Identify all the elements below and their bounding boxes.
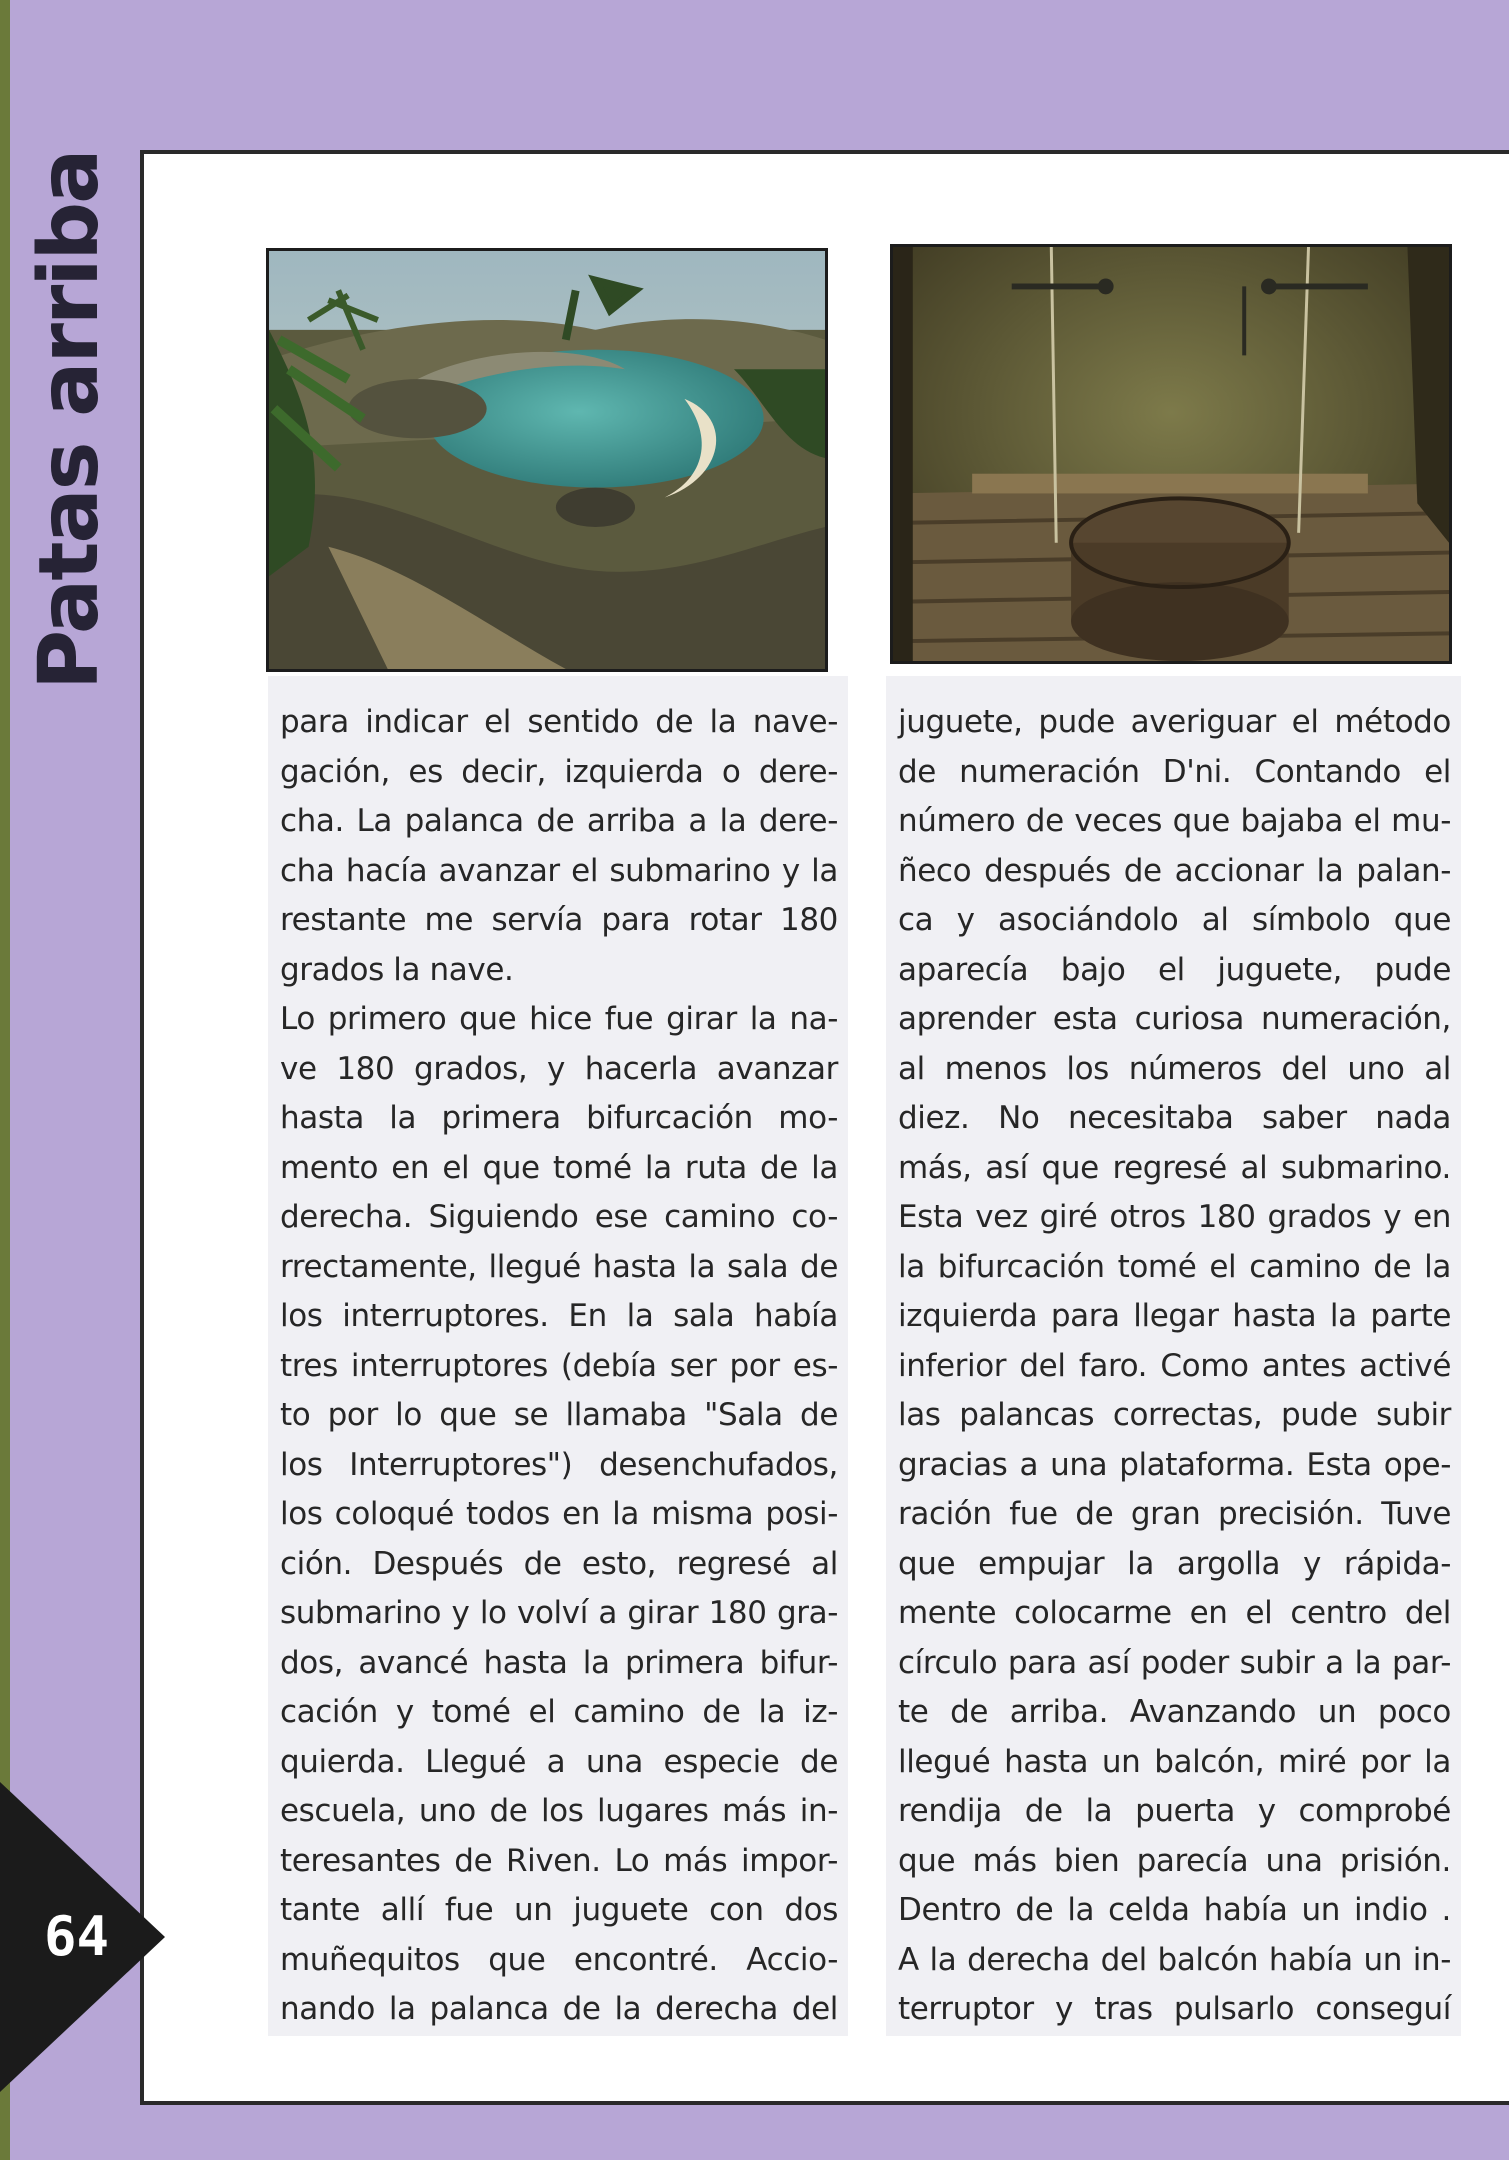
text-line: ñeco después de accionar la palan-: [898, 852, 1451, 889]
text-line: ración fue de gran precisión. Tuve: [898, 1496, 1451, 1532]
text-line: teresantes de Riven. Lo más impor-: [280, 1842, 838, 1879]
text-line: más, así que regresé al submarino.: [898, 1149, 1451, 1186]
text-line: ca y asociándolo al símbolo que: [898, 902, 1451, 938]
text-line: la bifurcación tomé el camino de la: [898, 1248, 1451, 1285]
text-line: que más bien parecía una prisión.: [898, 1842, 1451, 1879]
text-column-right: [886, 676, 1461, 2036]
text-line: te de arriba. Avanzando un poco: [898, 1694, 1451, 1730]
text-line: tante allí fue un juguete con dos: [280, 1892, 838, 1928]
text-line: rrectamente, llegué hasta la sala de: [280, 1248, 838, 1285]
text-line: los Interruptores") desenchufados,: [280, 1446, 838, 1483]
text-line: rendija de la puerta y comprobé: [898, 1793, 1451, 1829]
section-title: Patas arriba: [22, 150, 117, 690]
wooden-room-image: [890, 244, 1452, 664]
text-line: número de veces que bajaba el mu-: [898, 803, 1451, 839]
text-line: aprender esta curiosa numeración,: [898, 1001, 1451, 1037]
text-line: las palancas correctas, pude subir: [898, 1397, 1451, 1433]
text-line: círculo para así poder subir a la par-: [898, 1644, 1451, 1681]
island-lagoon-image: [266, 248, 828, 672]
text-line: juguete, pude averiguar el método: [898, 704, 1451, 740]
text-line: restante me servía para rotar 180: [280, 902, 838, 938]
text-line: mento en el que tomé la ruta de la: [280, 1149, 838, 1186]
text-line: nando la palanca de la derecha del: [280, 1991, 838, 2027]
text-line: submarino y lo volví a girar 180 gra-: [280, 1595, 838, 1631]
text-line: cha hacía avanzar el submarino y la: [280, 852, 838, 889]
text-line: al menos los números del uno al: [898, 1050, 1451, 1087]
text-line: derecha. Siguiendo ese camino co-: [280, 1199, 838, 1235]
text-line: ción. Después de esto, regresé al: [280, 1545, 838, 1582]
text-line: diez. No necesitaba saber nada: [898, 1100, 1451, 1136]
text-line: A la derecha del balcón había un in-: [898, 1941, 1451, 1978]
text-line: mente colocarme en el centro del: [898, 1595, 1451, 1631]
text-line: Dentro de la celda había un indio .: [898, 1892, 1451, 1928]
text-line: Lo primero que hice fue girar la na-: [280, 1001, 838, 1037]
text-line: llegué hasta un balcón, miré por la: [898, 1743, 1451, 1780]
text-line: ve 180 grados, y hacerla avanzar: [280, 1050, 838, 1087]
text-line: quierda. Llegué a una especie de: [280, 1743, 838, 1780]
text-line: to por lo que se llamaba "Sala de: [280, 1397, 838, 1433]
text-line: aparecía bajo el juguete, pude: [898, 951, 1451, 988]
page-number: 64: [44, 1905, 110, 1968]
text-line: hasta la primera bifurcación mo-: [280, 1100, 838, 1136]
text-line: grados la nave.: [280, 951, 514, 988]
text-line: los coloqué todos en la misma posi-: [280, 1496, 838, 1532]
text-line: gación, es decir, izquierda o dere-: [280, 753, 838, 790]
text-column-left: [268, 676, 848, 2036]
text-line: de numeración D'ni. Contando el: [898, 753, 1451, 790]
text-line: izquierda para llegar hasta la parte: [898, 1298, 1451, 1334]
text-line: los interruptores. En la sala había: [280, 1298, 838, 1334]
text-line: gracias a una plataforma. Esta ope-: [898, 1446, 1451, 1483]
text-line: muñequitos que encontré. Accio-: [280, 1941, 838, 1978]
text-line: que empujar la argolla y rápida-: [898, 1545, 1451, 1582]
text-line: dos, avancé hasta la primera bifur-: [280, 1644, 838, 1681]
text-line: tres interruptores (debía ser por es-: [280, 1347, 838, 1384]
text-line: terruptor y tras pulsarlo conseguí: [898, 1991, 1451, 2027]
text-line: para indicar el sentido de la nave-: [280, 704, 838, 740]
text-line: cha. La palanca de arriba a la dere-: [280, 803, 838, 839]
text-line: cación y tomé el camino de la iz-: [280, 1694, 838, 1730]
text-line: escuela, uno de los lugares más in-: [280, 1793, 838, 1829]
text-line: inferior del faro. Como antes activé: [898, 1347, 1451, 1384]
text-line: Esta vez giré otros 180 grados y en: [898, 1199, 1451, 1235]
